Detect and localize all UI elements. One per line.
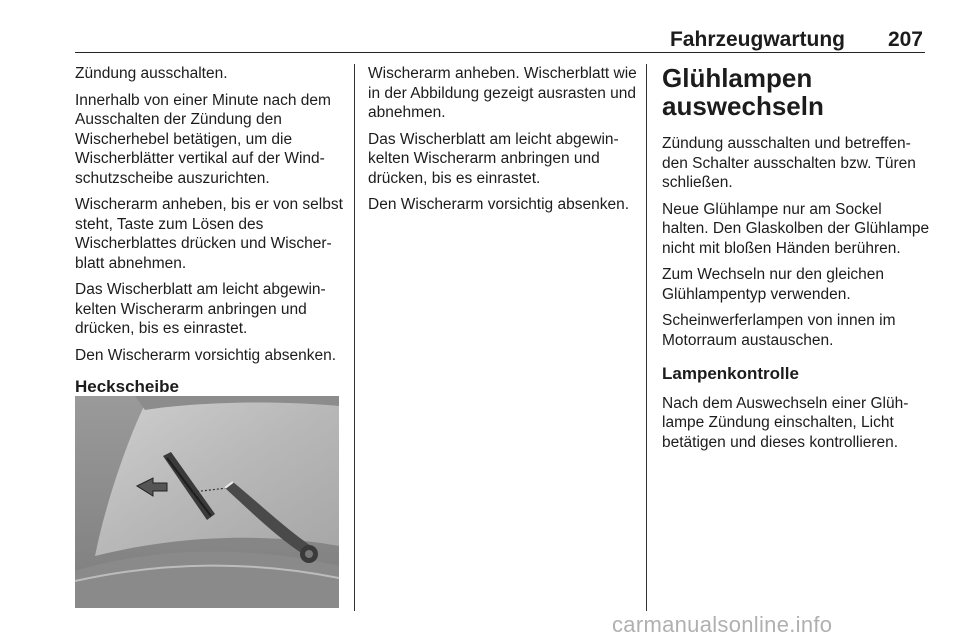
page-number: 207 bbox=[887, 28, 923, 51]
section-heading-heckscheibe: Heckscheibe bbox=[75, 377, 179, 396]
page-header bbox=[75, 24, 925, 53]
paragraph: Den Wischerarm vorsichtig absenken. bbox=[368, 196, 630, 213]
paragraph: Den Wischerarm vorsichtig absenken. bbox=[75, 346, 337, 364]
column-2 bbox=[368, 64, 638, 222]
section-title-gluehlampen: Glühlampen auswechseln bbox=[662, 63, 824, 121]
paragraph: Innerhalb von einer Minute nach dem Ausschalten der Zündung den Wischerhebel betätigen, um die Wischerblätter vertikal auf der Windschutzscheibe auszurichten. bbox=[75, 91, 331, 187]
paragraph: Wischerarm anheben, bis er von selbst steht, Taste zum Lösen des Wischerblattes drücken und Wischerblatt abnehmen. bbox=[75, 196, 343, 272]
paragraph: Zum Wechseln nur den gleichen Glühlampentyp verwenden. bbox=[662, 266, 885, 303]
column-1 bbox=[75, 64, 343, 415]
paragraph: Scheinwerferlampen von innen im Motorraum austauschen. bbox=[662, 312, 896, 349]
chapter-title: Fahrzeugwartung bbox=[669, 28, 845, 51]
watermark: carmanualsonline.info bbox=[612, 612, 833, 637]
section-heading-lampenkontrolle: Lampenkontrolle bbox=[662, 364, 799, 383]
paragraph: Neue Glühlampe nur am Sockel halten. Den Glaskolben der Glühlampe nicht mit bloßen Händen berühren. bbox=[662, 200, 930, 257]
paragraph: Das Wischerblatt am leicht abgewinkelten Wischerarm anbringen und drücken, bis es einrastet. bbox=[368, 130, 619, 187]
paragraph: Nach dem Auswechseln einer Glühlampe Zündung einschalten, Licht betätigen und dieses kontrollieren. bbox=[662, 394, 909, 451]
column-3 bbox=[662, 64, 930, 459]
paragraph: Zündung ausschalten und betreffenden Schalter ausschalten bzw. Türen schließen. bbox=[662, 135, 916, 191]
column-divider bbox=[646, 64, 647, 611]
rear-wiper-figure bbox=[75, 396, 339, 608]
column-divider bbox=[354, 64, 355, 611]
paragraph: Zündung ausschalten. bbox=[75, 65, 228, 82]
wiper-pivot-cap bbox=[305, 550, 313, 558]
paragraph: Das Wischerblatt am leicht abgewinkelten Wischerarm anbringen und drücken, bis es einrastet. bbox=[75, 281, 326, 337]
paragraph: Wischerarm anheben. Wischerblatt wie in der Abbildung gezeigt ausrasten und abnehmen. bbox=[368, 65, 637, 121]
rear-wiper-illustration bbox=[75, 396, 339, 608]
